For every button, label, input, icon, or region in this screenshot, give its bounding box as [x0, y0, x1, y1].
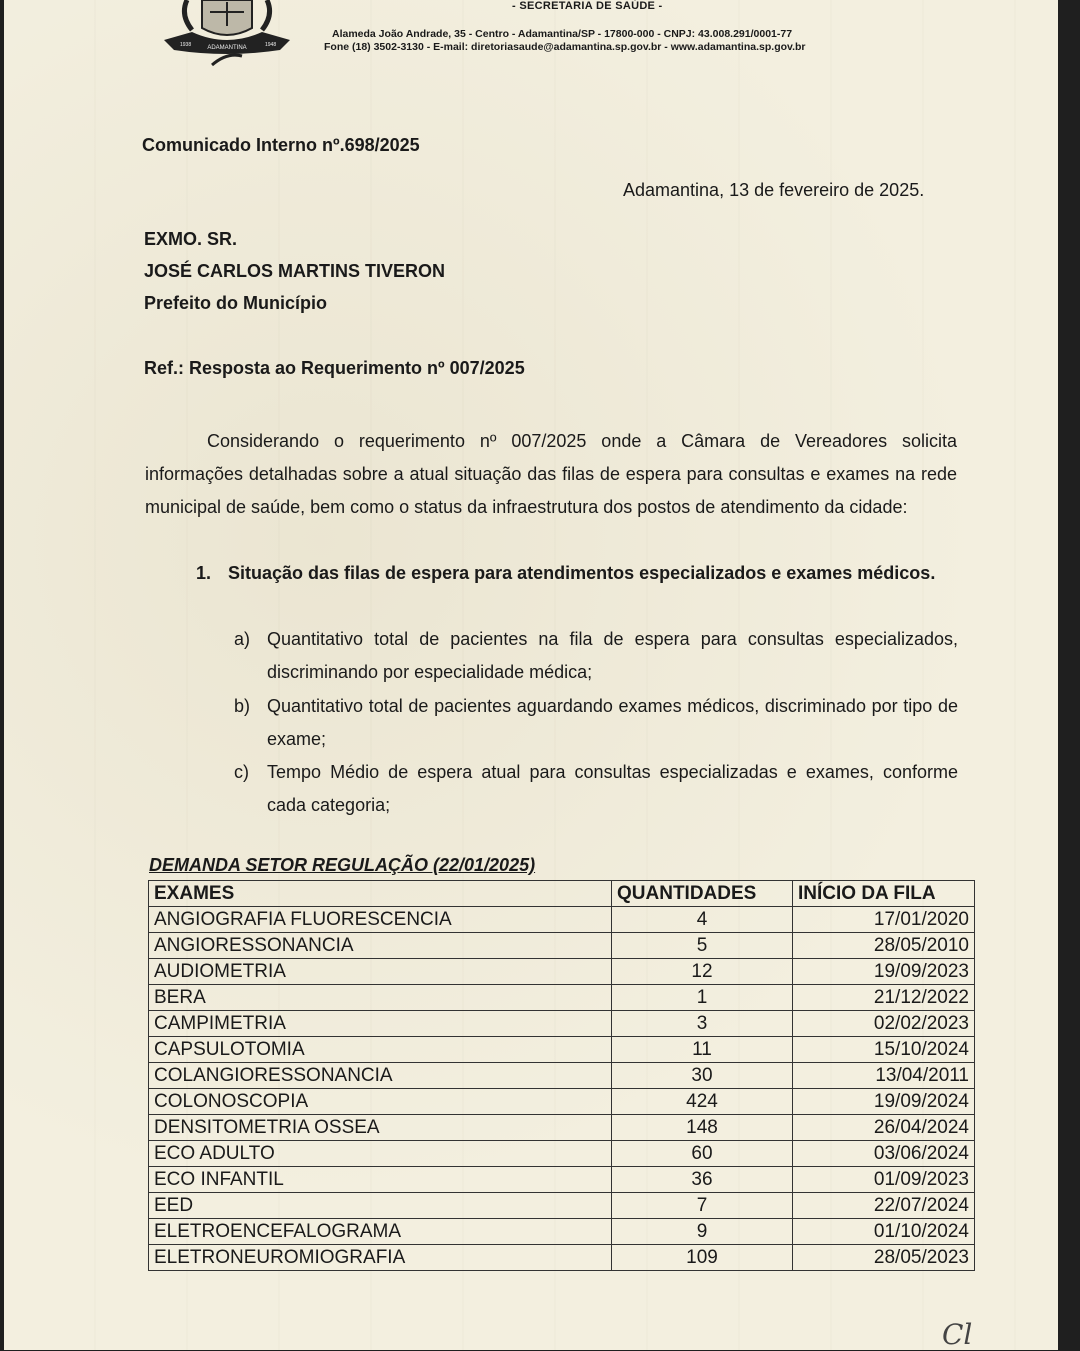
svg-text:ADAMANTINA: ADAMANTINA	[207, 45, 247, 51]
exams-table	[148, 880, 975, 1271]
table-row: AUDIOMETRIA 12 19/09/2023	[149, 959, 975, 985]
list-item-1	[196, 557, 957, 590]
handwritten-initials: Cl	[942, 1318, 973, 1351]
table-row: CAMPIMETRIA 3 02/02/2023	[149, 1011, 975, 1037]
salutation: EXMO. SR.	[144, 229, 238, 249]
table-row: BERA 1 21/12/2022	[149, 985, 975, 1011]
table-header-row	[149, 881, 975, 907]
subitem-b: b) Quantitativo total de pacientes aguardando exames médicos, discriminado por tipo de exame;	[234, 696, 958, 749]
memo-number: Comunicado Interno nº.698/2025	[142, 135, 420, 155]
column-header-inicio: INÍCIO DA FILA	[793, 881, 975, 907]
table-row: DENSITOMETRIA OSSEA 148 26/04/2024	[149, 1115, 975, 1141]
table-row: ECO ADULTO 60 03/06/2024	[149, 1141, 975, 1167]
list-text: Situação das filas de espera para atendimentos especializados e exames médicos.	[228, 563, 936, 583]
document-page	[4, 0, 1058, 1350]
letterhead-contact: Fone (18) 3502-3130 - E-mail: diretoriasaude@adamantina.sp.gov.br - www.adamantina.sp.gov.br	[324, 41, 806, 53]
svg-text:1948: 1948	[265, 42, 277, 48]
letterhead-address: Alameda João Andrade, 35 - Centro - Adamantina/SP - 17800-000 - CNPJ: 43.008.291/0001-77	[332, 28, 793, 40]
body-paragraph: Considerando o requerimento nº 007/2025 onde a Câmara de Vereadores solicita informações detalhadas sobre a atual situação das filas de espera para consultas e exames na rede municipal de saúde, bem como o status da infraestrutura dos postos de atendimento da cidade:	[145, 431, 957, 517]
table-row: ANGIOGRAFIA FLUORESCENCIA 4 17/01/2020	[149, 907, 975, 933]
table-row: COLANGIORESSONANCIA 30 13/04/2011	[149, 1063, 975, 1089]
table-title: DEMANDA SETOR REGULAÇÃO (22/01/2025)	[149, 855, 536, 875]
coat-of-arms-icon	[162, 0, 292, 70]
table-row: EED 7 22/07/2024	[149, 1193, 975, 1219]
column-header-exames: EXAMES	[149, 881, 612, 907]
subitem-c: c) Tempo Médio de espera atual para consultas especializadas e exames, conforme cada categoria;	[234, 762, 958, 815]
subitem-a: a) Quantitativo total de pacientes na fila de espera para consultas especializados, discriminando por especialidade médica;	[234, 629, 958, 682]
table-row: ANGIORESSONANCIA 5 28/05/2010	[149, 933, 975, 959]
recipient-role: Prefeito do Município	[144, 293, 327, 313]
reference-line: Ref.: Resposta ao Requerimento nº 007/2025	[144, 358, 525, 378]
recipient-name: JOSÉ CARLOS MARTINS TIVERON	[144, 261, 446, 281]
svg-text:1938: 1938	[180, 42, 192, 48]
table-row: ECO INFANTIL 36 01/09/2023	[149, 1167, 975, 1193]
table-row: COLONOSCOPIA 424 19/09/2024	[149, 1089, 975, 1115]
column-header-quantidades: QUANTIDADES	[612, 881, 793, 907]
table-row: ELETROENCEFALOGRAMA 9 01/10/2024	[149, 1219, 975, 1245]
memo-date: Adamantina, 13 de fevereiro de 2025.	[623, 180, 925, 200]
list-number: 1.	[196, 563, 212, 583]
department-name: - SECRETARIA DE SAÚDE -	[512, 0, 663, 12]
table-row: ELETRONEUROMIOGRAFIA 109 28/05/2023	[149, 1245, 975, 1271]
table-row: CAPSULOTOMIA 11 15/10/2024	[149, 1037, 975, 1063]
